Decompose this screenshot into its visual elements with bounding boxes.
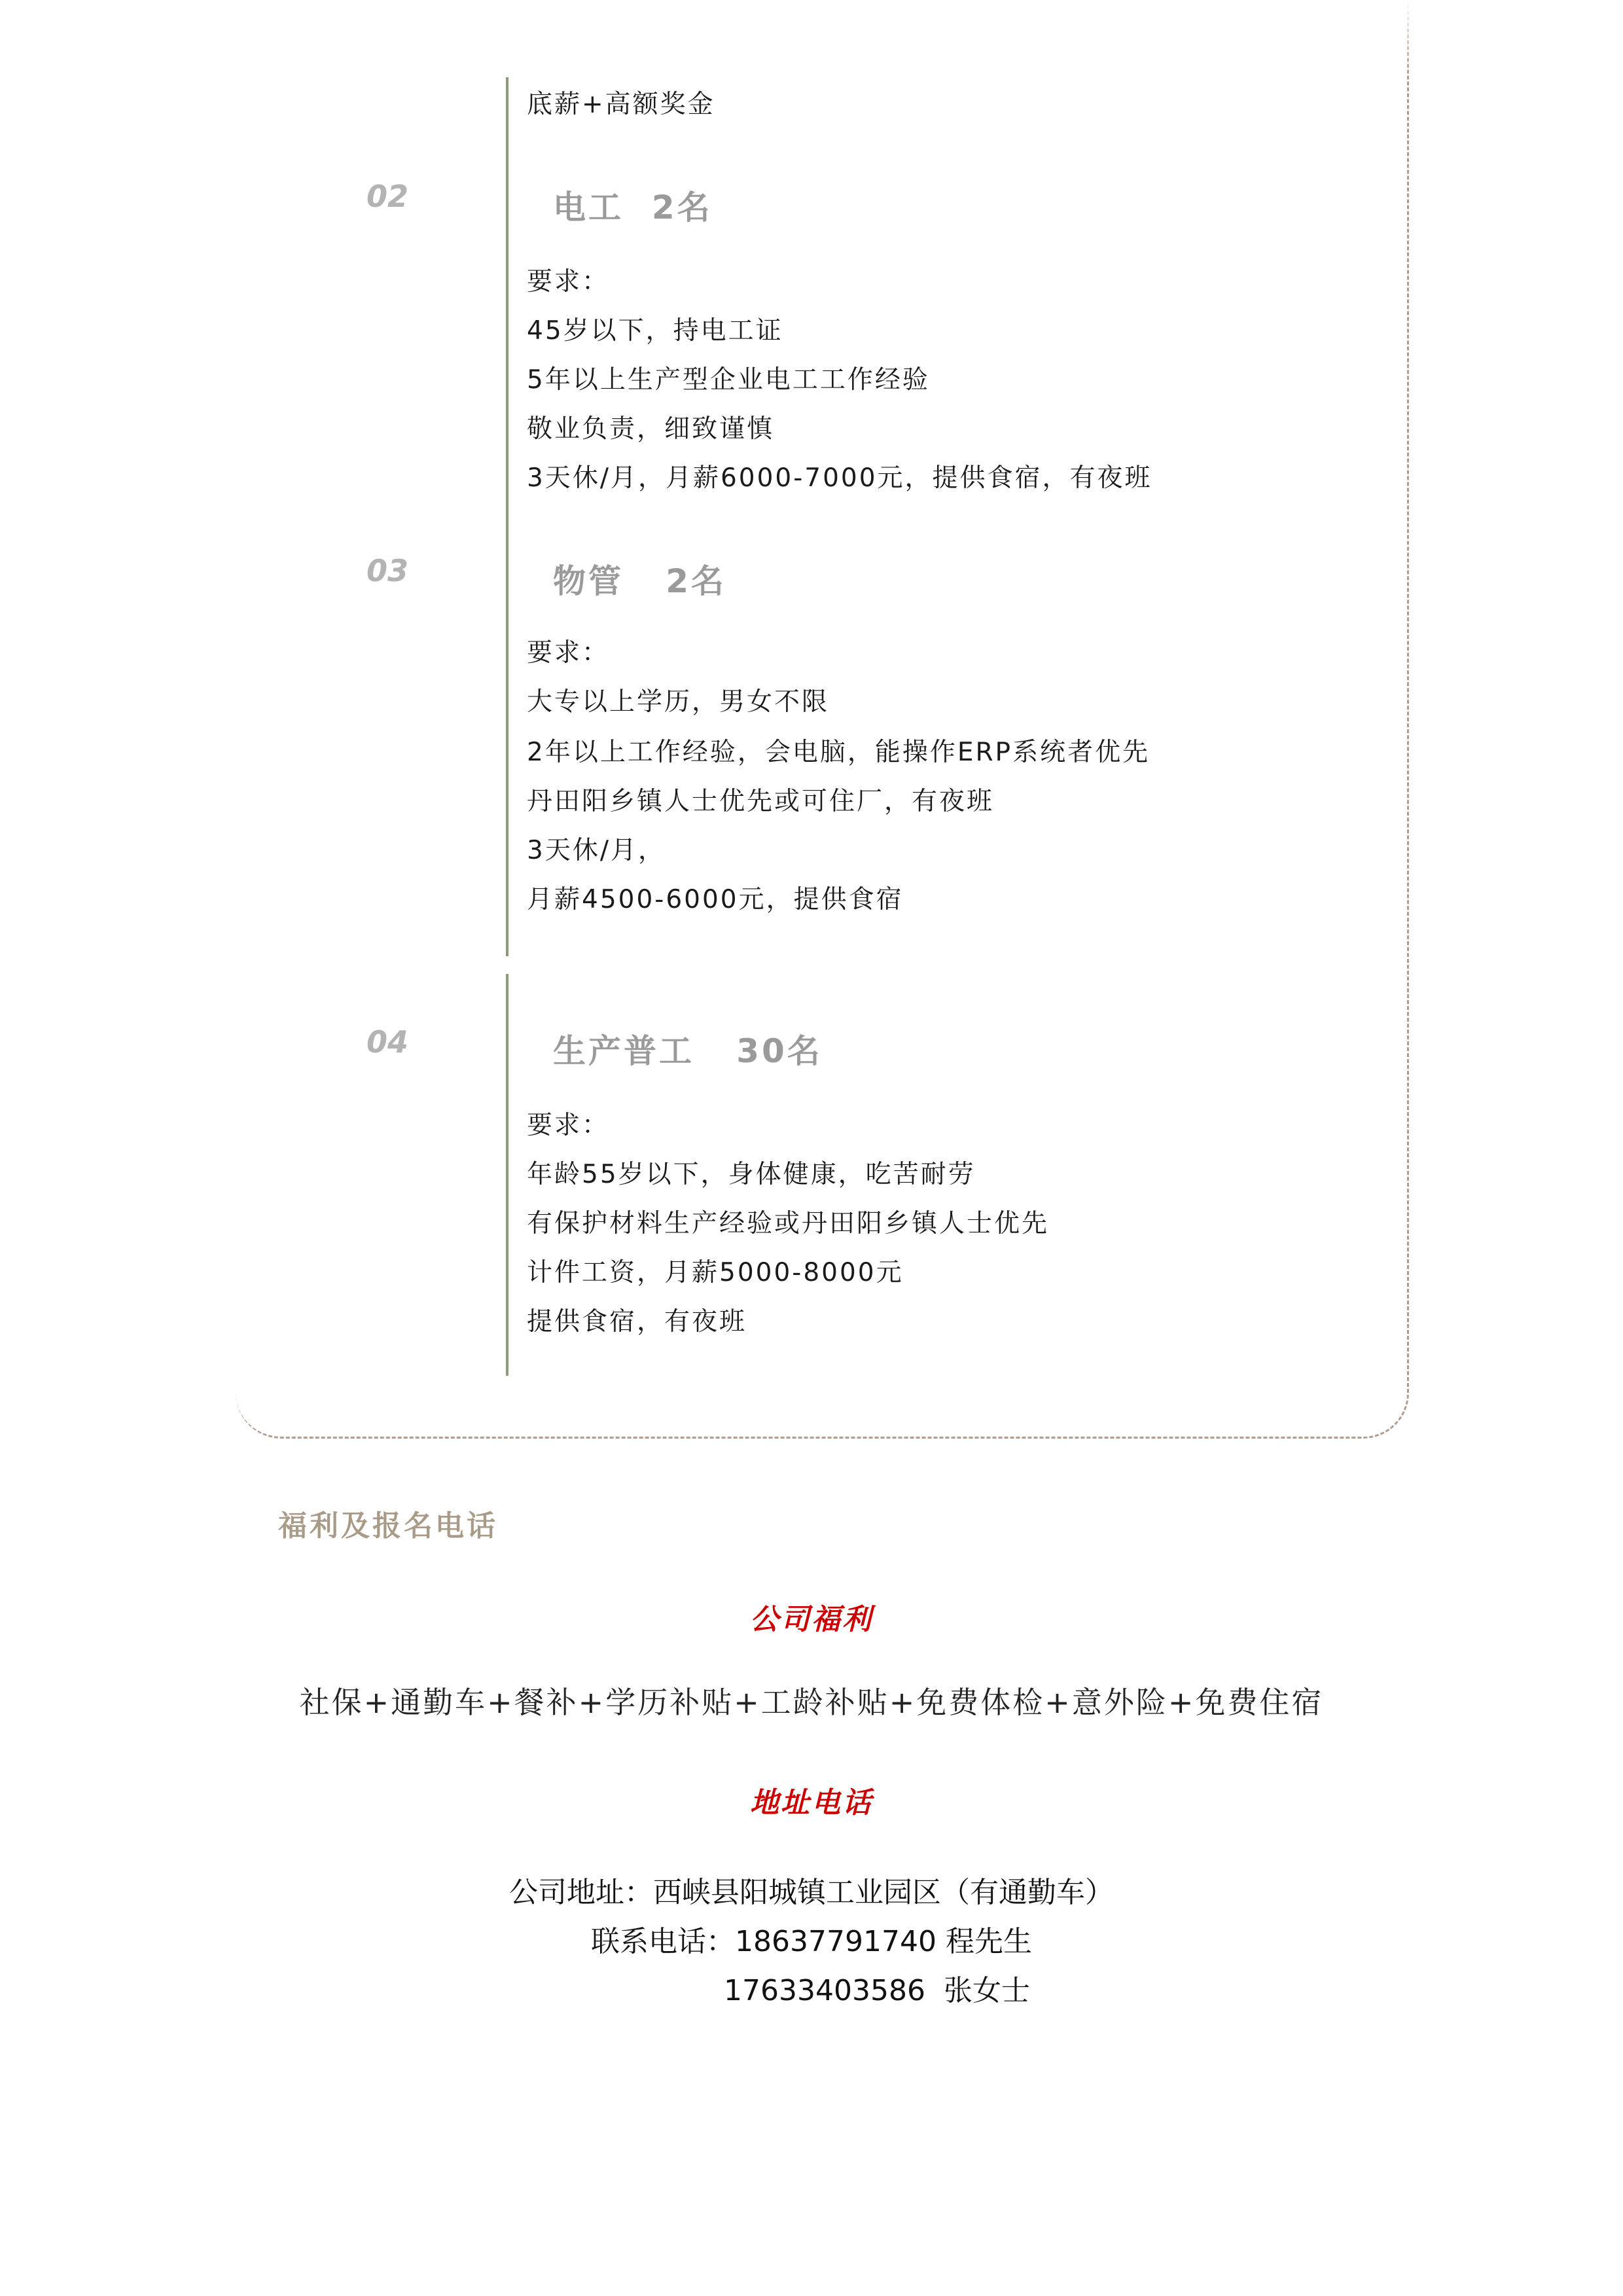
job-03-title: 物管 2名	[553, 562, 727, 600]
job-03-req-4: 3天休/月，	[527, 836, 666, 865]
contact-phone-1: 联系电话：18637791740 程先生	[591, 1925, 1032, 1958]
job-03-req-5: 月薪4500-6000元，提供食宿	[527, 885, 904, 914]
job-02-req-4: 3天休/月，月薪6000-7000元，提供食宿，有夜班	[527, 463, 1152, 493]
job-03-req-3: 丹田阳乡镇人士优先或可住厂，有夜班	[527, 787, 995, 816]
job-04-title: 生产普工 30名	[553, 1032, 823, 1070]
card-top-fade	[236, 0, 1409, 79]
job-02-req-1: 45岁以下，持电工证	[527, 316, 783, 346]
job-04-req-4: 提供食宿，有夜班	[527, 1307, 747, 1336]
job-02-req-label: 要求：	[527, 267, 610, 296]
job-04-req-2: 有保护材料生产经验或丹田阳乡镇人士优先	[527, 1209, 1050, 1238]
job-02-number: 02	[366, 179, 409, 214]
job-04-req-3: 计件工资，月薪5000-8000元	[527, 1258, 904, 1287]
job-03-number: 03	[366, 553, 409, 588]
job-03-req-label: 要求：	[527, 638, 610, 668]
job-01-salary-line: 底薪+高额奖金	[527, 90, 715, 119]
job-03-req-1: 大专以上学历，男女不限	[527, 687, 830, 717]
welfare-heading: 公司福利	[750, 1603, 873, 1636]
job-02-req-3: 敬业负责，细致谨慎	[527, 414, 775, 444]
job-04-number: 04	[366, 1024, 409, 1060]
job-02-req-2: 5年以上生产型企业电工工作经验	[527, 365, 930, 395]
timeline-line-upper	[506, 77, 508, 956]
company-address: 公司地址：西峡县阳城镇工业园区（有通勤车）	[509, 1876, 1114, 1909]
job-04-req-1: 年龄55岁以下，身体健康，吃苦耐劳	[527, 1160, 976, 1189]
welfare-text: 社保+通勤车+餐补+学历补贴+工龄补贴+免费体检+意外险+免费住宿	[299, 1685, 1324, 1720]
timeline-line-lower	[506, 974, 508, 1376]
contact-phone-2: 17633403586 张女士	[724, 1974, 1030, 2007]
job-04-req-label: 要求：	[527, 1111, 610, 1140]
benefits-section-label: 福利及报名电话	[278, 1509, 498, 1543]
contact-heading: 地址电话	[750, 1786, 873, 1820]
job-02-title: 电工 2名	[553, 188, 713, 226]
job-03-req-2: 2年以上工作经验，会电脑，能操作ERP系统者优先	[527, 738, 1150, 767]
